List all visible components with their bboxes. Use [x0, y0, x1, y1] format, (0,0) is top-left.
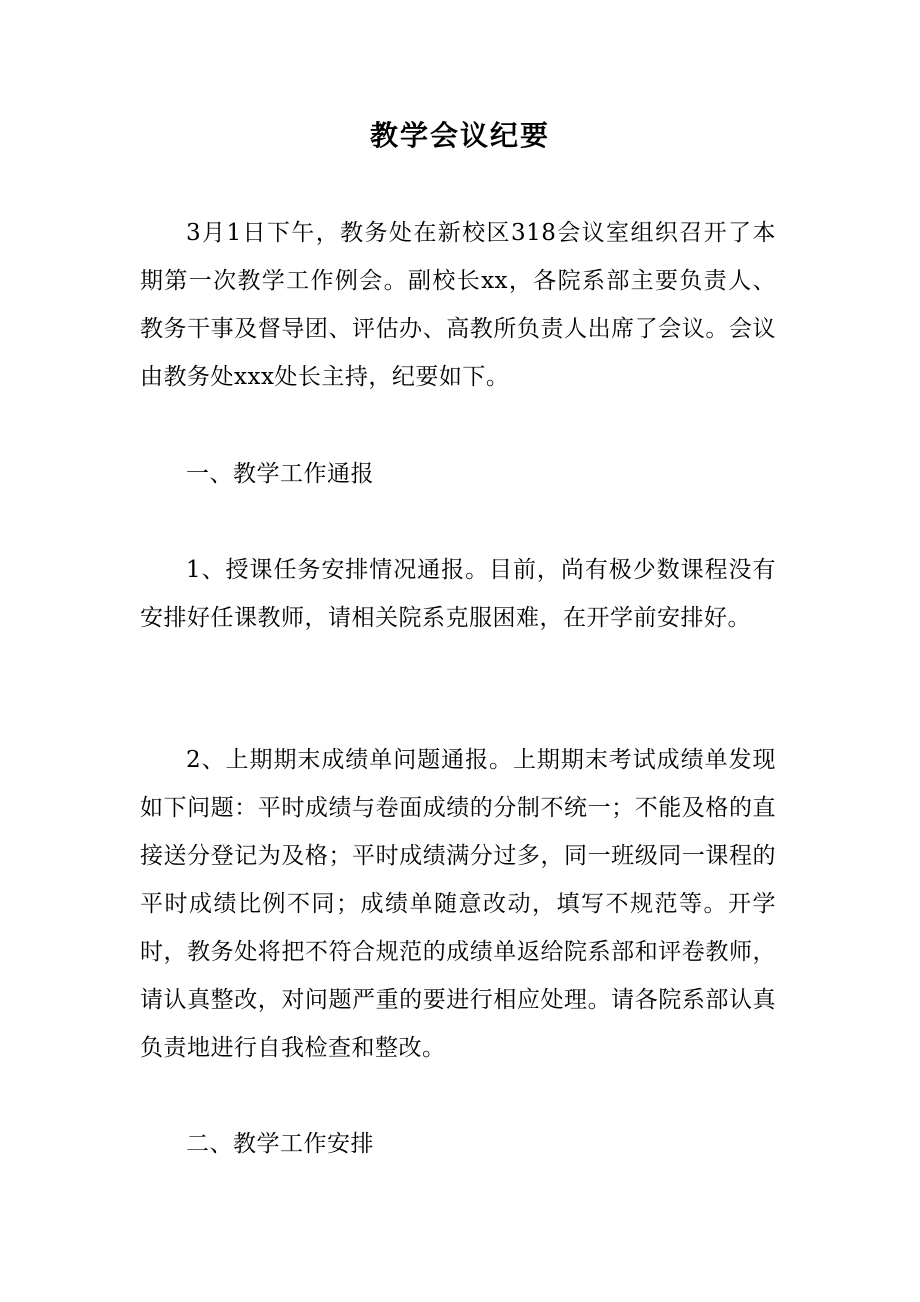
item-paragraph-1: 1、授课任务安排情况通报。目前，尚有极少数课程没有安排好任课教师，请相关院系克服困难，在开学前安排好。 [140, 557, 776, 631]
section-heading-2: 二、教学工作安排 [186, 1131, 374, 1157]
document-title: 教学会议纪要 [369, 119, 550, 152]
section-heading-1: 一、教学工作通报 [186, 461, 374, 487]
intro-paragraph: 3月1日下午，教务处在新校区318会议室组织召开了本期第一次教学工作例会。副校长xx，各院系部主要负责人、教务干事及督导团、评估办、高教所负责人出席了会议。会议由教务处xxx处长主持，纪要如下。 [140, 220, 776, 390]
item-paragraph-2: 2、上期期末成绩单问题通报。上期期末考试成绩单发现如下问题：平时成绩与卷面成绩的分制不统一；不能及格的直接送分登记为及格；平时成绩满分过多，同一班级同一课程的平时成绩比例不同；成绩单随意改动，填写不规范等。开学时，教务处将把不符合规范的成绩单返给院系部和评卷教师，请认真整改，对问题严重的要进行相应处理。请各院系部认真负责地进行自我检查和整改。 [140, 747, 776, 1061]
